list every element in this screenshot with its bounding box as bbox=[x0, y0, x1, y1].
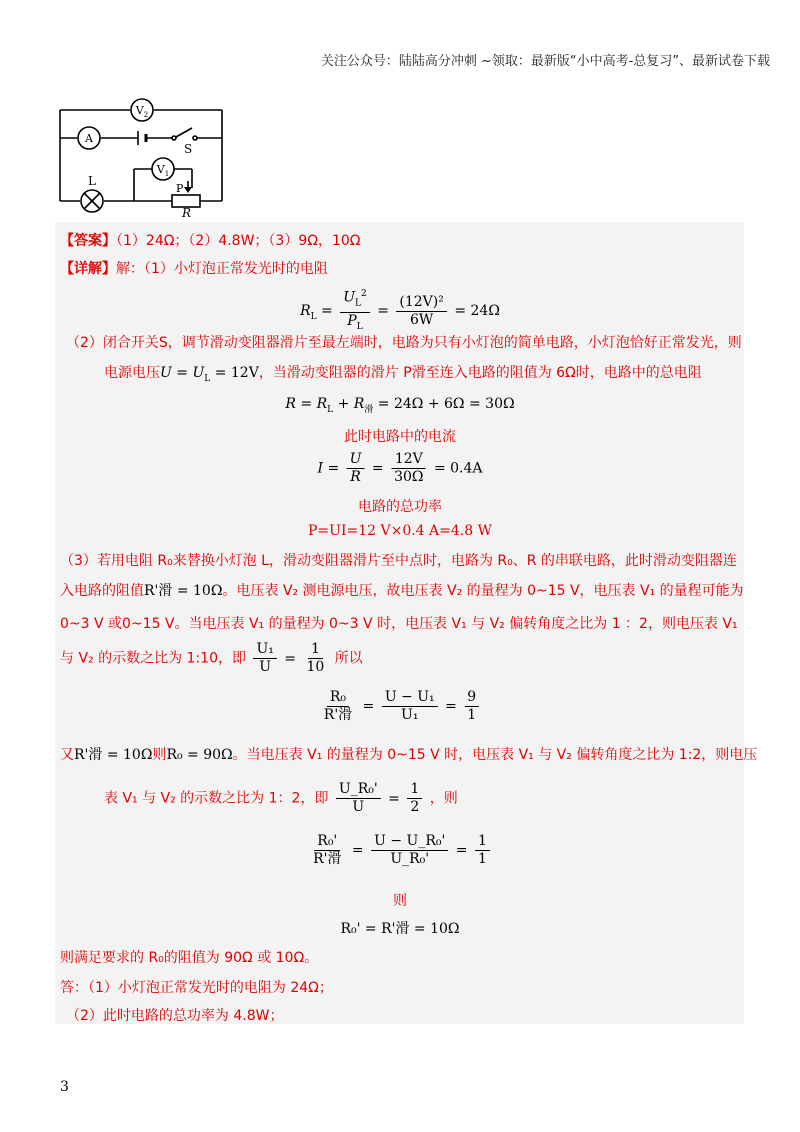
part3-line1: （3）若用电阻 R₀来替换小灯泡 L，滑动变阻器滑片至中点时，电路为 R₀、R 的串联电路，此时滑动变阻器连 bbox=[60, 553, 737, 569]
svg-text:V1: $V_1$ bbox=[156, 163, 170, 178]
equation-7: R₀' = R'滑 = 10Ω bbox=[340, 921, 460, 937]
part3-line6: 表 V₁ 与 V₂ 的示数之比为 1：2，即 $\frac{\text{U\_R₀'}}{U}$ = $\frac{1}{2}$ ，则 bbox=[104, 781, 458, 815]
page-number: 3 bbox=[60, 1079, 69, 1095]
svg-text:S: S bbox=[184, 142, 193, 156]
part3-line2: 入电路的阻值R'滑 = 10Ω。电压表 V₂ 测电源电压，故电压表 V₂ 的量程为 0~15 V，电压表 V₁ 的量程可能为 bbox=[60, 583, 744, 599]
ammeter-icon bbox=[78, 127, 100, 149]
part2-line1: （2）闭合开关S，调节滑动变阻器滑片至最左端时，电路为只有小灯泡的简单电路，小灯泡恰好正常发光，则 bbox=[66, 335, 742, 351]
part3-line3: 0~3 V 或0~15 V。当电压表 V₁ 的量程为 0~3 V 时，电压表 V₁ 与 V₂ 偏转角度之比为 1 ：2，则电压表 V₁ bbox=[60, 616, 738, 632]
circuit-diagram bbox=[52, 93, 230, 218]
battery-icon bbox=[138, 131, 146, 145]
page-header: 关注公众号：陆陆高分冲刺 ~领取：最新版“小中高考-总复习”、最新试卷下载 bbox=[320, 54, 770, 69]
switch-icon bbox=[172, 128, 197, 140]
equation-6: $\frac{\text{R₀'}}{\text{R'滑}}$ = $\frac{\text{U − U\_R₀'}}{\text{U\_R₀'}}$ = $\frac{1}{1}$ bbox=[307, 834, 493, 867]
lamp-icon bbox=[81, 190, 103, 212]
svg-text:P: P bbox=[176, 182, 184, 195]
voltmeter-v1-icon bbox=[152, 158, 174, 180]
answer-line: 【答案】（1）24Ω；（2）4.8W；（3）9Ω，10Ω bbox=[60, 233, 361, 249]
detail-intro: 【详解】解：（1）小灯泡正常发光时的电阻 bbox=[60, 261, 328, 277]
then-label: 则 bbox=[393, 893, 407, 909]
equation-2: $R = R_L + R_滑 = 24\Omega + 6\Omega = 30\Omega$ bbox=[285, 396, 515, 415]
power-title: 电路的总功率 bbox=[358, 499, 442, 515]
part3-line5: 又R'滑 = 10Ω则R₀ = 90Ω。当电压表 V₁ 的量程为 0~15 V 时，电压表 V₁ 与 V₂ 偏转角度之比为 1:2，则电压 bbox=[60, 747, 758, 763]
current-title: 此时电路中的电流 bbox=[344, 429, 456, 445]
svg-text:R: R bbox=[182, 206, 192, 218]
part3-conclusion: 则满足要求的 R₀的阻值为 90Ω 或 10Ω。 bbox=[60, 950, 319, 966]
svg-text:A: A bbox=[85, 132, 93, 145]
part3-line4: 与 V₂ 的示数之比为 1:10，即 $\frac{\text{U₁}}{U}$ = $\frac{1}{10}$ 所以 bbox=[60, 641, 363, 675]
answer-summary-1: 答：（1）小灯泡正常发光时的电阻为 24Ω； bbox=[60, 980, 333, 996]
answer-summary-2: （2）此时电路的总功率为 4.8W； bbox=[66, 1008, 284, 1024]
voltmeter-v2-icon bbox=[131, 99, 153, 121]
equation-1: $R_L$ = $\frac{U_L^2}{P_L}$ = $\frac{\text{(12V)²}}{6W}$ = 24Ω bbox=[300, 289, 500, 333]
equation-3: I = $\frac{U}{R}$ = $\frac{12V}{30\Omega}$ = 0.4A bbox=[317, 451, 483, 485]
equation-4: P=UI=12 V×0.4 A=4.8 W bbox=[308, 523, 492, 539]
part2-line2: 电源电压$U = U_L = 12V$，当滑动变阻器的滑片 P滑至连入电路的阻值为 6Ω时，电路中的总电阻 bbox=[104, 365, 702, 384]
svg-text:L: L bbox=[88, 174, 96, 188]
svg-text:V2: $V_2$ bbox=[135, 104, 149, 119]
equation-5: $\frac{\text{R₀}}{\text{R'滑}}$ = $\frac{\text{U − U₁}}{\text{U₁}}$ = $\frac{9}{1}$ bbox=[318, 690, 482, 723]
